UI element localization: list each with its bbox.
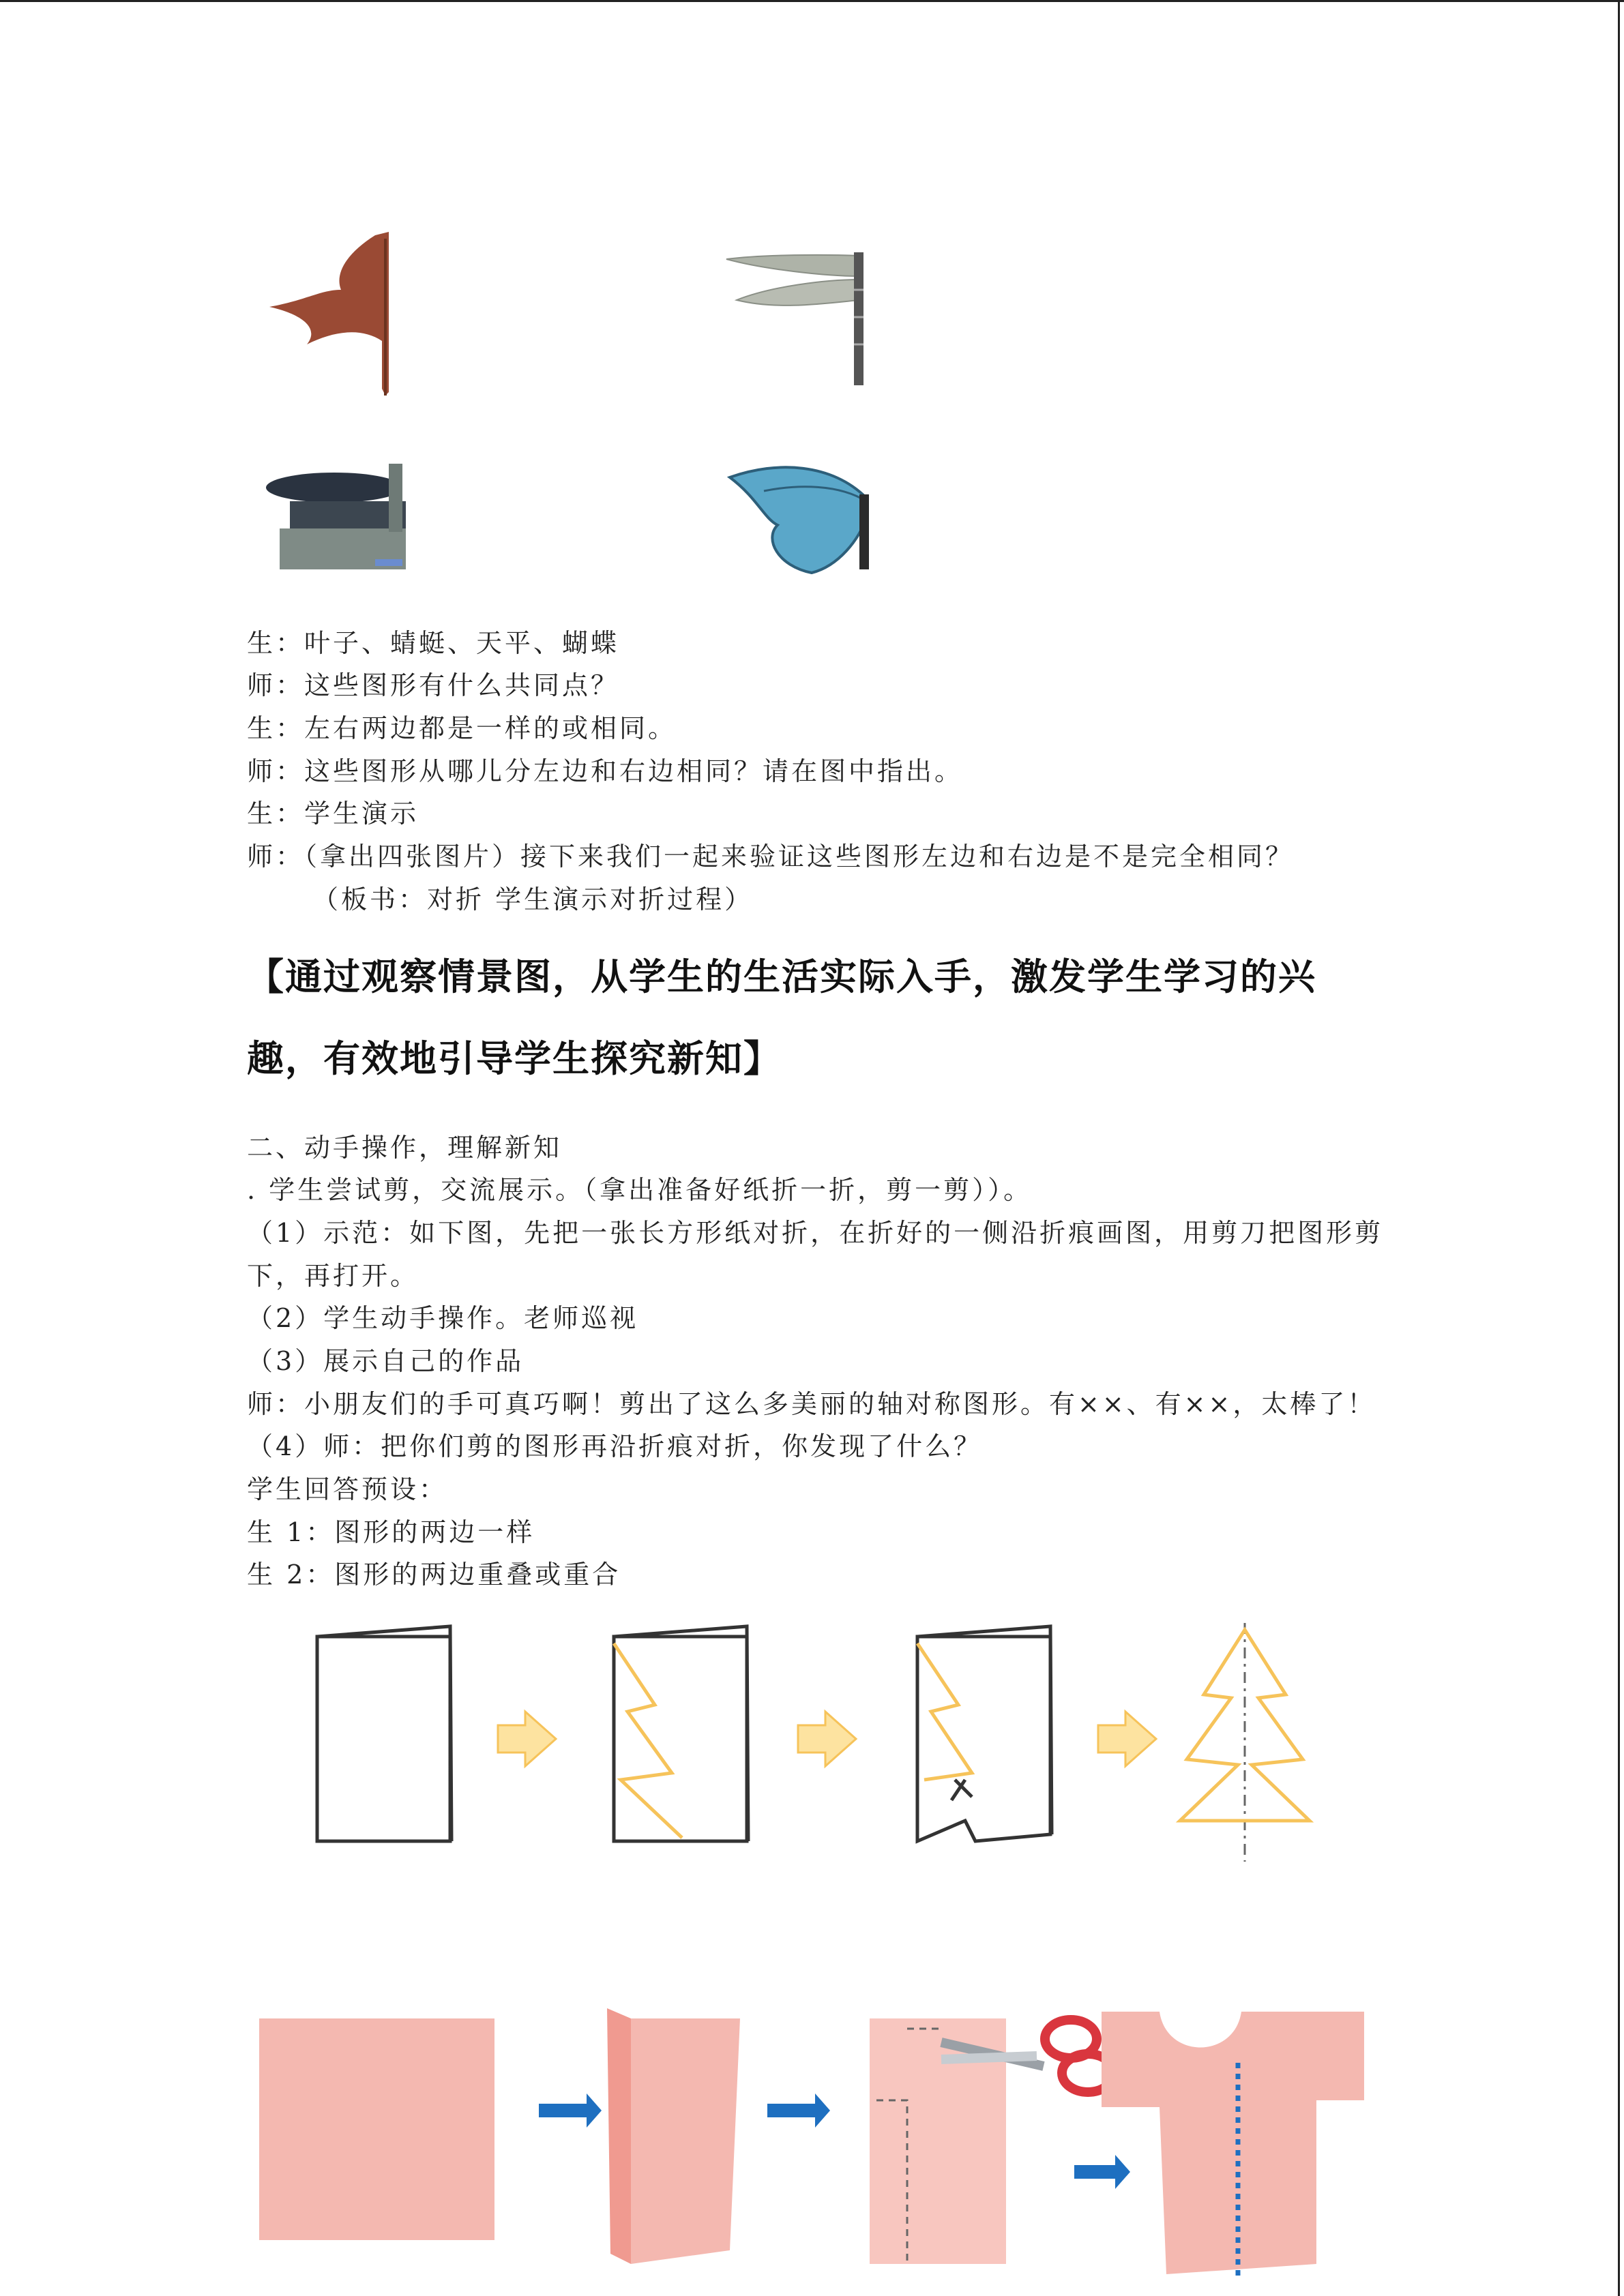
arrow-right-icon (798, 1712, 856, 1766)
tree-cutting-diagram (300, 1616, 1364, 1868)
arrow-right-icon (767, 2093, 830, 2128)
cutting-step (917, 1626, 1052, 1841)
section-line: 学生回答预设： (247, 1474, 448, 1504)
arrow-right-icon (1098, 1712, 1156, 1766)
shirt-cutting-diagram (252, 1991, 1378, 2291)
top-border (0, 0, 1624, 2)
arrow-right-icon (498, 1712, 556, 1766)
arrow-right-icon (539, 2093, 602, 2128)
right-border (1618, 0, 1620, 2296)
half-leaf-image (259, 225, 409, 402)
section-line: （4）师：把你们剪的图形再沿折痕对折，你发现了什么？ (247, 1431, 983, 1461)
dialogue-line: 生：学生演示 (247, 799, 419, 829)
teaching-remark-line-1: 【通过观察情景图，从学生的生活实际入手，激发学生学习的兴 (247, 955, 1316, 998)
section-line: 下，再打开。 (247, 1261, 419, 1291)
section-line: 师：小朋友们的手可真巧啊！剪出了这么多美丽的轴对称图形。有××、有××，太棒了！ (247, 1389, 1376, 1419)
drawn-half-tree-step (614, 1626, 748, 1841)
section-line: 生 2：图形的两边重叠或重合 (247, 1560, 621, 1590)
section-line: （1）示范：如下图，先把一张长方形纸对折，在折好的一侧沿折痕画图，用剪刀把图形剪 (247, 1218, 1384, 1248)
section-line: 生 1：图形的两边一样 (247, 1517, 535, 1547)
folded-paper (607, 2008, 740, 2264)
arrow-right-icon (1074, 2155, 1130, 2189)
section-heading: 二、动手操作，理解新知 (247, 1133, 563, 1163)
section-line: （2）学生动手操作。老师巡视 (247, 1303, 639, 1333)
teaching-remark-line-2: 趣，有效地引导学生探究新知】 (247, 1037, 782, 1080)
paper-square (259, 2018, 494, 2240)
dialogue-line: 师：这些图形有什么共同点？ (247, 670, 620, 700)
dialogue-line: 生：左右两边都是一样的或相同。 (247, 713, 677, 743)
dialogue-line: 生：叶子、蜻蜓、天平、蝴蝶 (247, 628, 620, 658)
half-butterfly-image (723, 457, 873, 580)
section-line: . 学生尝试剪，交流展示。（拿出准备好纸折一折，剪一剪））。 (247, 1175, 1033, 1205)
section-line: （3）展示自己的作品 (247, 1346, 525, 1376)
dialogue-line: 师：这些图形从哪儿分左边和右边相同？请在图中指出。 (247, 756, 964, 786)
half-dragonfly-image (723, 249, 873, 392)
half-balance-image (259, 457, 409, 573)
dialogue-line: （板书：对折 学生演示对折过程） (312, 884, 754, 914)
shirt-shape (1102, 2012, 1364, 2274)
opened-tree-result (1180, 1623, 1310, 1862)
dialogue-line: 师：（拿出四张图片）接下来我们一起来验证这些图形左边和右边是不是完全相同？ (247, 841, 1295, 871)
folded-paper-step (317, 1626, 452, 1841)
